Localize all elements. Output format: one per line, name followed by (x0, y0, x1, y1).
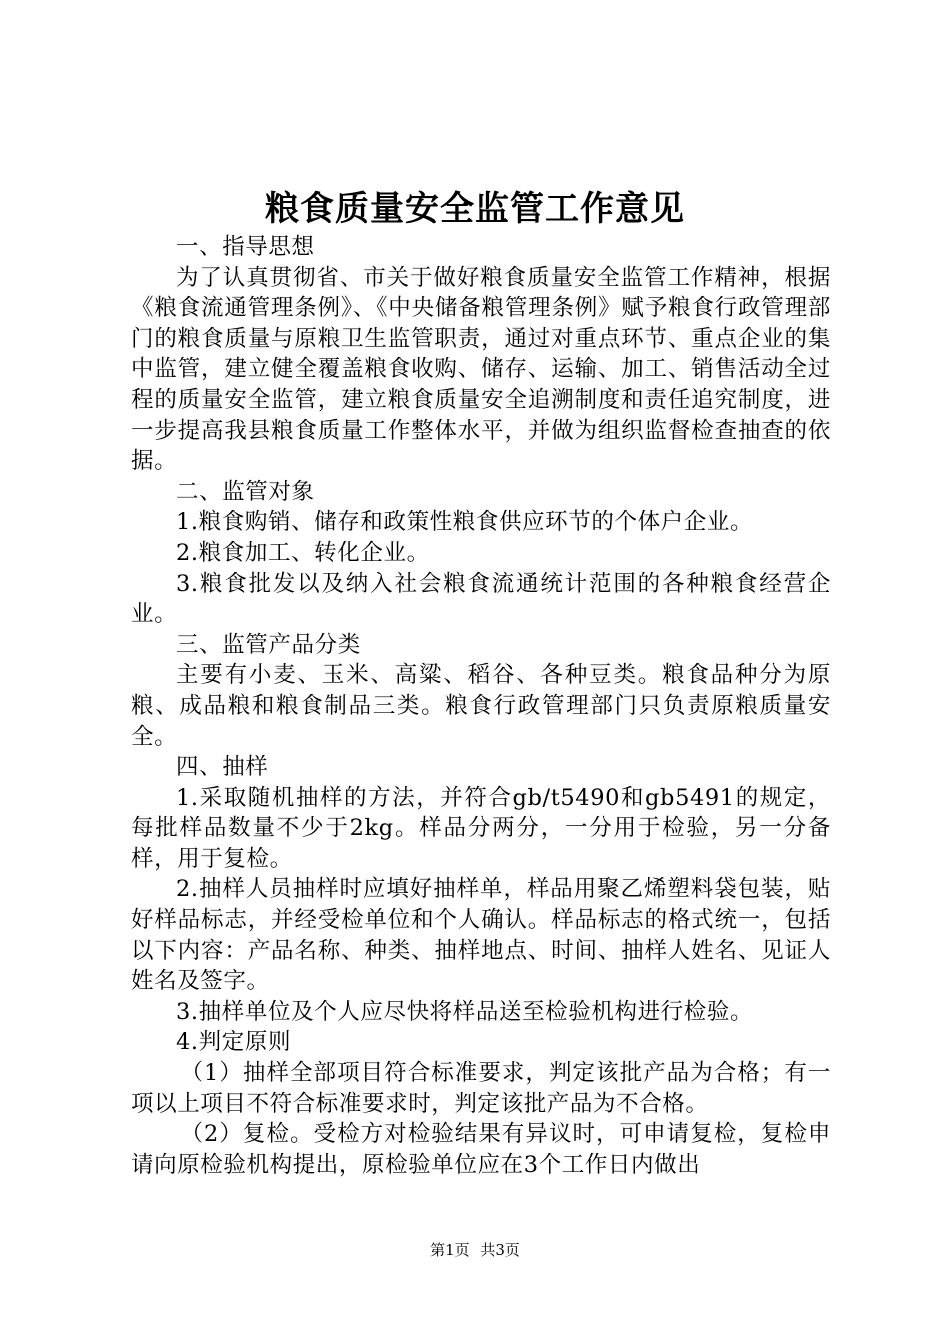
page-number: 第1页 (430, 1241, 470, 1259)
document-body (131, 232, 831, 1180)
section-heading-product-categories: 三、监管产品分类 (176, 631, 361, 658)
list-item-target-1: 1.粮食购销、储存和政策性粮食供应环节的个体户企业。 (176, 509, 754, 536)
paragraph-product-categories: 主要有小麦、玉米、高粱、稻谷、各种豆类。粮食品种分为原粮、成品粮和粮食制品三类。粮食行政管理部门只负责原粮质量安全。 (131, 662, 831, 750)
judgement-rule-1: （1）抽样全部项目符合标准要求，判定该批产品为合格；有一项以上项目不符合标准要求时，判定该批产品为不合格。 (131, 1060, 831, 1117)
section-heading-guiding-thought: 一、指导思想 (176, 234, 315, 260)
section-heading-sampling: 四、抽样 (176, 754, 269, 781)
list-item-sampling-2: 2.抽样人员抽样时应填好抽样单，样品用聚乙烯塑料袋包装，贴好样品标志，并经受检单位和个人确认。样品标志的格式统一，包括以下内容：产品名称、种类、抽样地点、时间、抽样人姓名、见证人姓名及签字。 (131, 876, 831, 995)
list-item-target-2: 2.粮食加工、转化企业。 (176, 539, 430, 566)
document-title: 粮食质量安全监管工作意见 (265, 189, 685, 229)
judgement-rule-2: （2）复检。受检方对检验结果有异议时，可申请复检，复检申请向原检验机构提出，原检验单位应在3个工作日内做出 (131, 1121, 831, 1178)
section-heading-supervision-targets: 二、监管对象 (176, 478, 315, 505)
page-footer (0, 1240, 950, 1260)
list-item-sampling-4: 4.判定原则 (176, 1029, 292, 1056)
list-item-target-3: 3.粮食批发以及纳入社会粮食流通统计范围的各种粮食经营企业。 (131, 570, 831, 628)
paragraph-guiding-thought: 为了认真贯彻省、市关于做好粮食质量安全监管工作精神，根据《粮食流通管理条例》、《中央储备粮管理条例》赋予粮食行政管理部门的粮食质量与原粮卫生监管职责，通过对重点环节、重点企业的集中监管，建立健全覆盖粮食收购、储存、运输、加工、销售活动全过程的质量安全监管，建立粮食质量安全追溯制度和责任追究制度，进一步提高我县粮食质量工作整体水平，并做为组织监督检查抽查的依据。 (131, 264, 831, 475)
page-total: 共3页 (480, 1241, 520, 1259)
list-item-sampling-1: 1.采取随机抽样的方法，并符合gb/t5490和gb5491的规定，每批样品数量不少于2kg。样品分两分，一分用于检验，另一分备样，用于复检。 (131, 784, 831, 872)
list-item-sampling-3: 3.抽样单位及个人应尽快将样品送至检验机构进行检验。 (176, 998, 754, 1025)
